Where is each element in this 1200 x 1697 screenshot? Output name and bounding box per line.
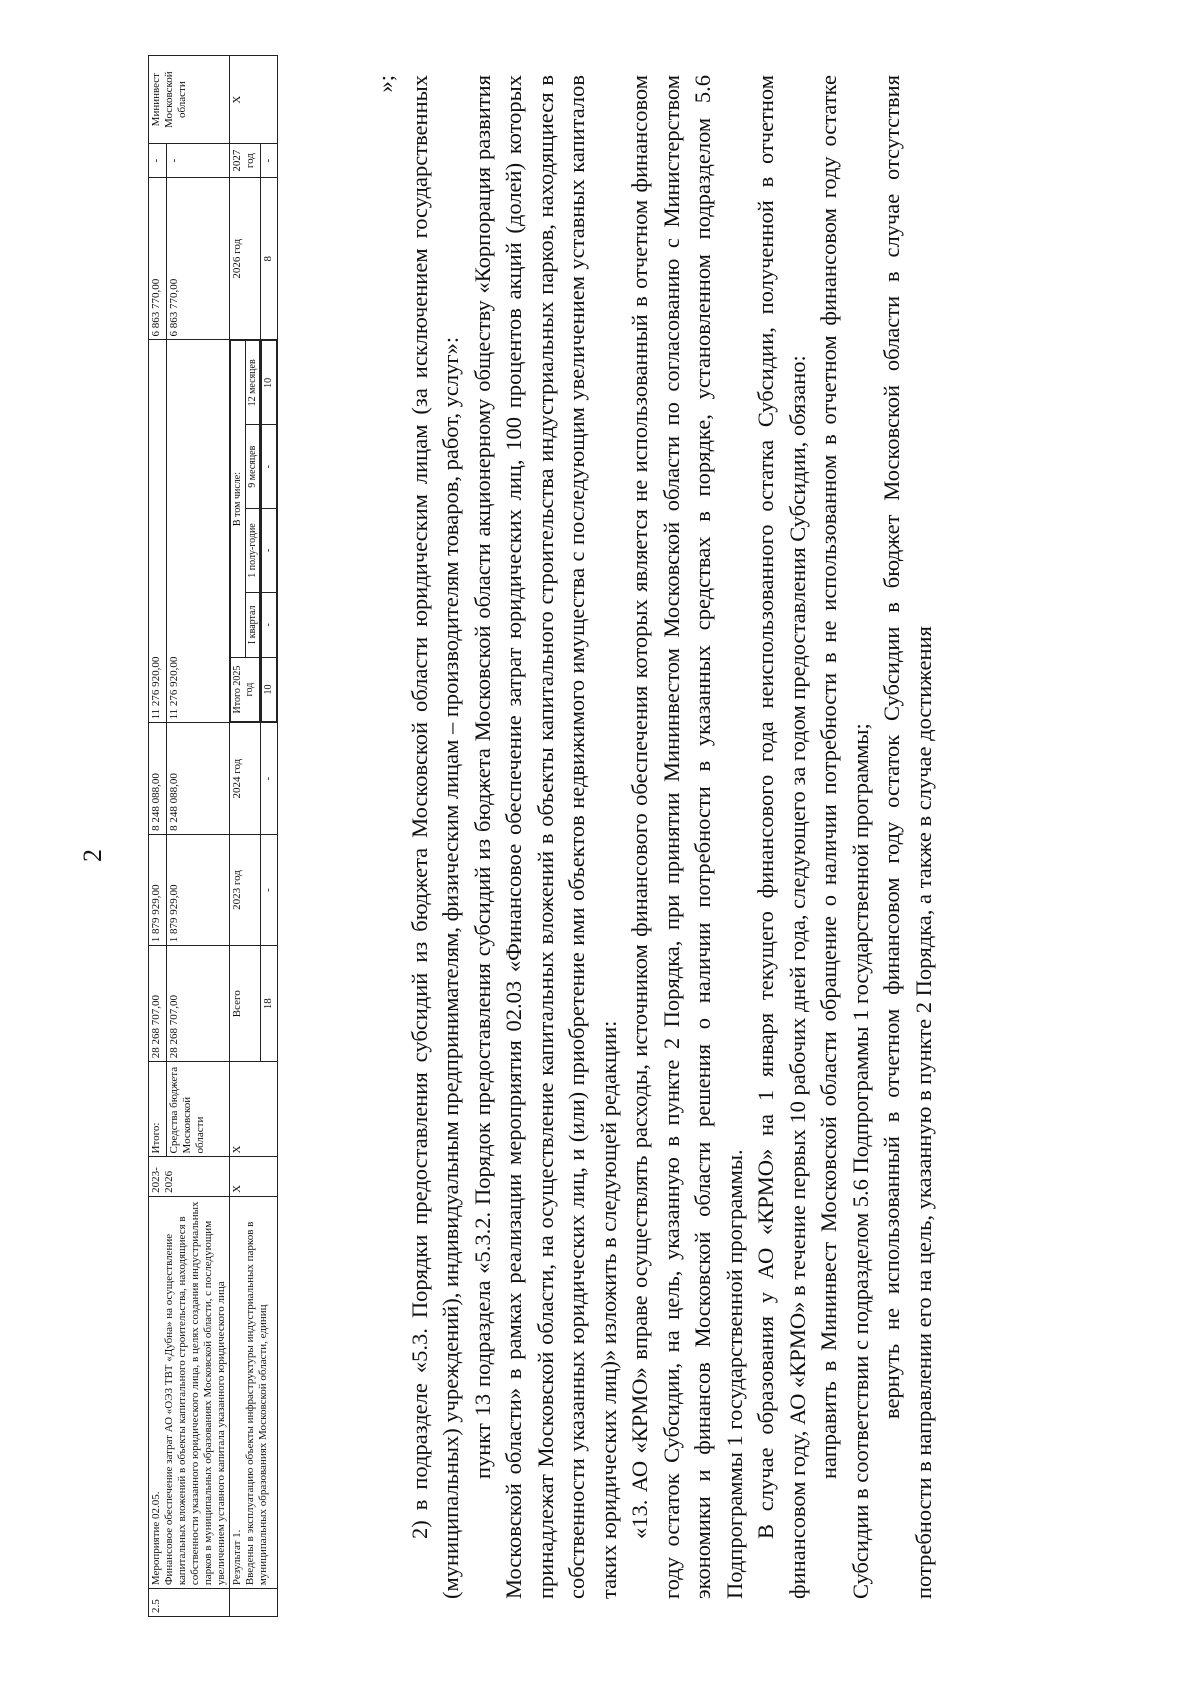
result-description: Результат 1. Введены в эксплуатацию объекты инфраструктуры индустриальных парков в муниципальных образованиях Московской области, единиц	[229, 1196, 277, 1588]
cell-2026-src: 6 863 770,00	[166, 177, 229, 339]
header-12-months: 12 месяцев	[245, 341, 260, 425]
paragraph-item-13: «13. АО «КРМО» вправе осуществлять расходы, источником финансового обеспечения которых является не использованный в отчетном финансовом году остаток Субсидии, на цель, указанную в пункте 2 Порядка, при принятии Мининвестом Московской области по согласованию с Министерством экономики и финансов Московской области решения о наличии потребности в указанных средствах в порядке, установленном подразделом 5.6 Подпрограммы 1 государственной программы.	[627, 75, 747, 1599]
source-itogo-label: Итого:	[149, 1062, 167, 1157]
value-itogo-2025: 10	[262, 657, 277, 722]
paragraph-subsection-5-3: 2) в подразделе «5.3. Порядки предоставления субсидий из бюджета Московской области юридическим лицам (за исключением государственных (муниципальных) учреждений), индивидуальным предпринимателям, физическим лицам – производителям товаров, работ, услуг»:	[406, 75, 463, 1599]
measure-description: Мероприятие 02.05. Финансовое обеспечение затрат АО «ОЭЗ ТВТ «Дубна» на осуществление капитальных вложений в объекты капитального строительства, находящиеся в собственности указанного юридического лица, в целях создания индустриальных парков в муниципальных образованиях Московской области, с последующим увеличением уставного капитала указанного юридического лица	[149, 1196, 230, 1588]
header-total: Всего	[229, 946, 261, 1062]
header-2023: 2023 год	[229, 834, 261, 945]
table-row	[149, 56, 167, 1617]
closing-quote: »;	[373, 75, 398, 93]
paragraph-remainder-case: В случае образования у АО «КРМО» на 1 января текущего финансового года неиспользованного остатка Субсидии, полученной в отчетном финансовом году, АО «КРМО» в течение первых 10 рабочих дней года, следующего за годом предоставления Субсидии, обязано:	[753, 75, 810, 1599]
row-number: 2.5	[149, 1589, 230, 1617]
header-vtom-chisle: В том числе:	[230, 341, 245, 657]
value-2024: -	[261, 723, 278, 834]
header-q1: I квартал	[245, 592, 260, 657]
breakdown-2025-header	[229, 340, 261, 723]
cell-x: Х	[229, 1062, 277, 1157]
page-number: 2	[78, 849, 107, 862]
header-2026: 2026 год	[229, 177, 261, 339]
cell-2027-itogo: -	[149, 144, 167, 178]
years-cell: 2023-2026	[149, 1157, 230, 1196]
value-2027: -	[261, 144, 278, 178]
breakdown-2025-values	[261, 340, 278, 723]
value-12-months: 10	[262, 341, 277, 425]
paragraph-point-13: пункт 13 подраздела «5.3.2. Порядок предоставления субсидий из бюджета Московской области акционерному обществу «Корпорация развития Московской области» в рамках реализации мероприятия 02.03 «Финансовое обеспечение затрат юридических лиц, 100 процентов акций (долей) которых принадлежат Московской области, на осуществление капитальных вложений в объекты капитального строительства индустриальных парков, находящиеся в собственности указанных юридических лиц, и (или) приобретение ими объектов недвижимого имущества с последующим увеличением уставных капиталов таких юридических лиц)» изложить в следующей редакции:	[469, 75, 621, 1599]
document-body	[370, 75, 939, 1599]
value-total: 18	[261, 946, 278, 1062]
value-half-year: -	[262, 509, 277, 593]
header-2027: 2027 год	[229, 144, 261, 178]
cell-2023-src: 1 879 929,00	[166, 834, 229, 945]
cell-2025-src: 11 276 920,00	[166, 340, 229, 723]
cell-2027-src: -	[166, 144, 229, 178]
value-2026: 8	[261, 177, 278, 339]
cell-x: Х	[229, 1157, 277, 1196]
header-half-year: 1 полу-годие	[245, 509, 260, 593]
cell-total-src: 28 268 707,00	[166, 946, 229, 1062]
cell-2024-itogo: 8 248 088,00	[149, 723, 167, 834]
cell-2026-itogo: 6 863 770,00	[149, 177, 167, 339]
value-9-months: -	[262, 425, 277, 509]
header-2024: 2024 год	[229, 723, 261, 834]
cell-2023-itogo: 1 879 929,00	[149, 834, 167, 945]
responsible-executor: Мининвест Московской области	[149, 56, 230, 144]
value-q1: -	[262, 592, 277, 657]
table-row	[229, 56, 261, 1617]
cell-total-itogo: 28 268 707,00	[149, 946, 167, 1062]
value-2023: -	[261, 834, 278, 945]
paragraph-direct-request: направить в Мининвест Московской области обращение о наличии потребности в не использованном в отчетном финансовом году остатке Субсидии в соответствии с подразделом 5.6 Подпрограммы 1 государственной программы;	[816, 75, 873, 1599]
cell-2024-src: 8 248 088,00	[166, 723, 229, 834]
header-itogo-2025: Итого 2025 год	[230, 657, 260, 722]
funding-source: Средства бюджета Московской области	[166, 1062, 229, 1157]
paragraph-return-remainder: вернуть не использованный в отчетном финансовом году остаток Субсидии в бюджет Московской области в случае отсутствия потребности в направлении его на цель, указанную в пункте 2 Порядка, а также в случае достижения	[879, 75, 936, 1599]
cell-x: Х	[229, 56, 277, 144]
program-table	[148, 55, 278, 1617]
header-9-months: 9 месяцев	[245, 425, 260, 509]
cell-2025-itogo: 11 276 920,00	[149, 340, 167, 723]
